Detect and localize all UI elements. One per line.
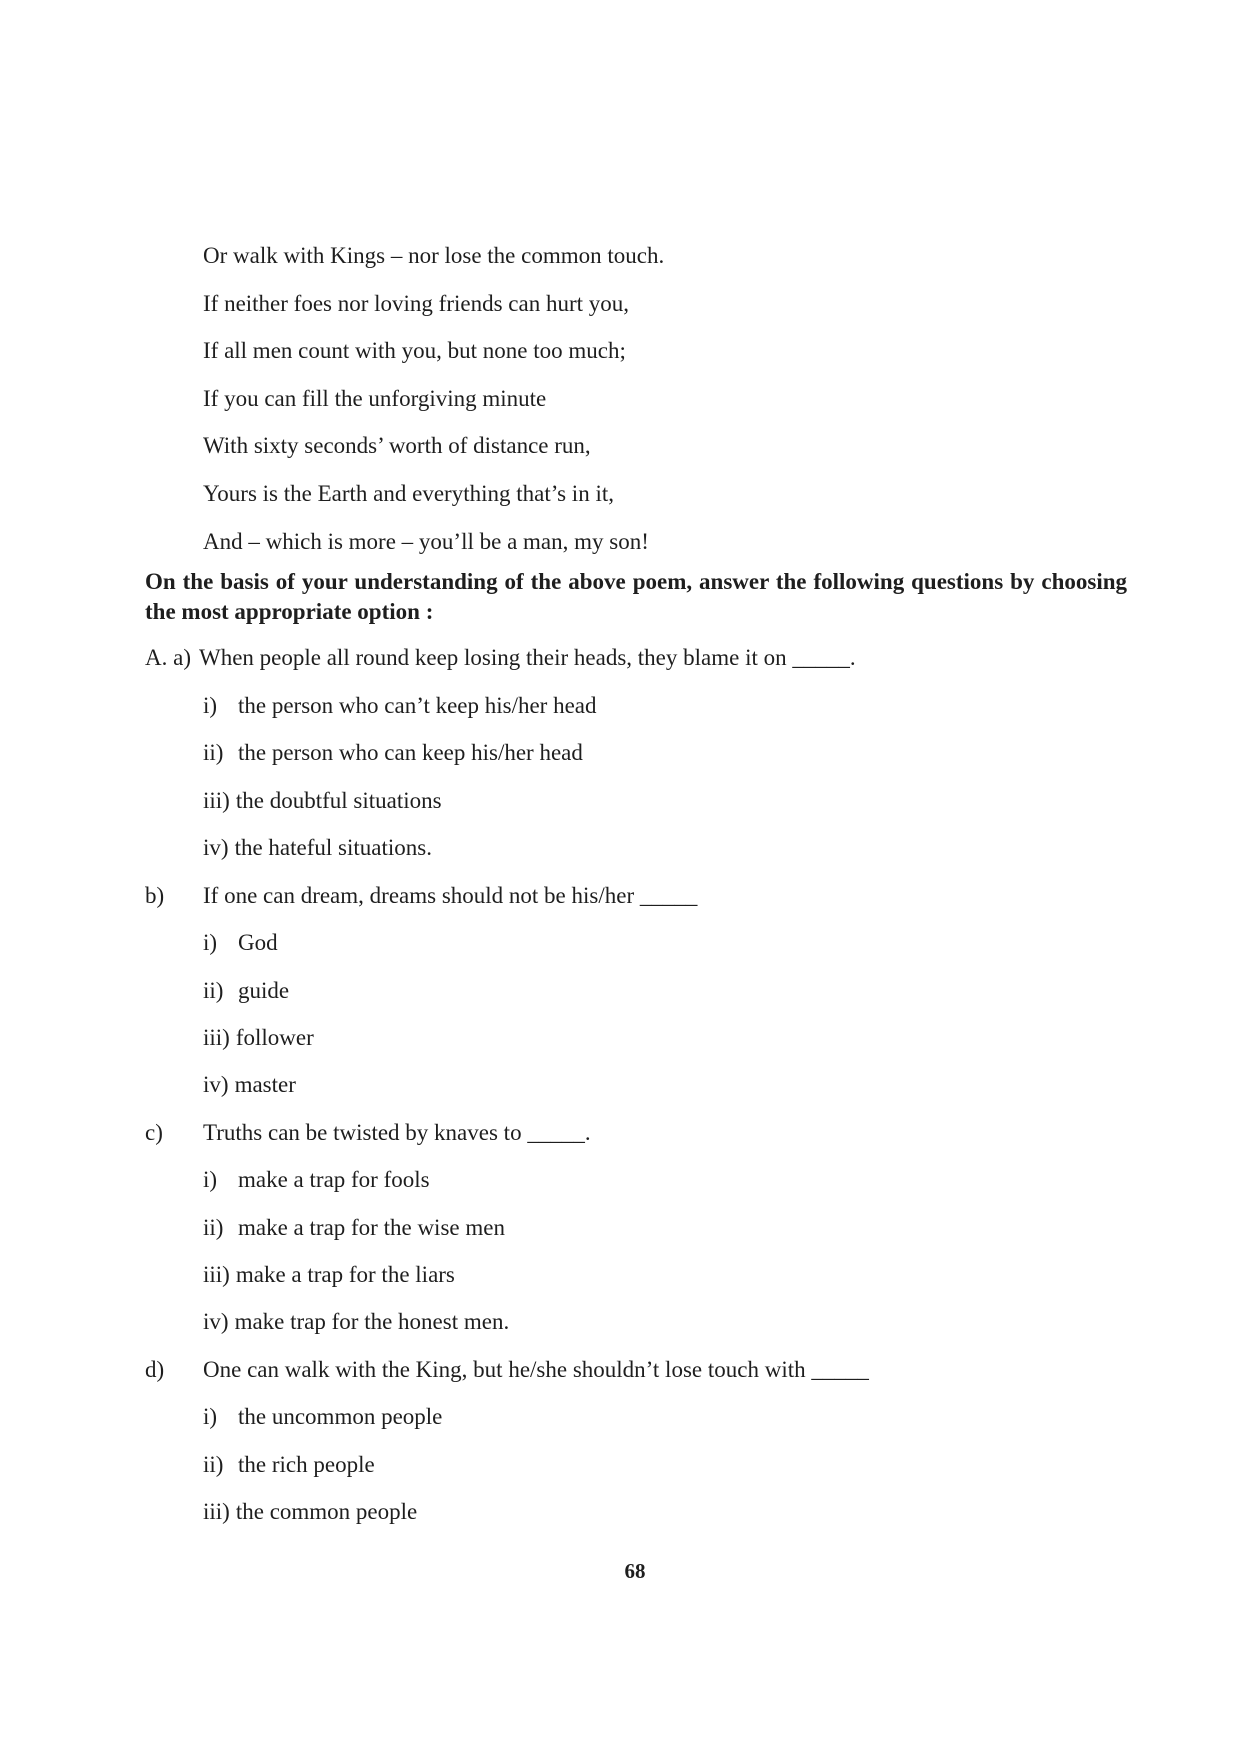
option-number: iii) (203, 788, 230, 813)
poem-line: If neither foes nor loving friends can hurt you, (203, 290, 630, 316)
option-text: God (238, 930, 278, 955)
option-item (203, 1402, 442, 1432)
option-item (203, 1023, 314, 1053)
option-text: the person who can keep his/her head (238, 740, 583, 765)
option-number: ii) (203, 1215, 224, 1240)
option-text: master (234, 1072, 296, 1097)
question-text: When people all round keep losing their heads, they blame it on _____. (199, 645, 856, 670)
option-number: ii) (203, 1452, 224, 1477)
option-item (203, 1497, 417, 1527)
option-number: i) (203, 930, 218, 955)
option-number: ii) (203, 740, 224, 765)
option-text: the person who can’t keep his/her head (238, 693, 597, 718)
option-text: the hateful situations. (234, 835, 432, 860)
option-item (203, 786, 442, 816)
option-number: iii) (203, 1262, 230, 1287)
option-number: iv) (203, 835, 229, 860)
option-number: i) (203, 1404, 218, 1429)
page-number: 68 (624, 1559, 646, 1583)
option-text: the rich people (238, 1452, 375, 1477)
poem-line: Yours is the Earth and everything that’s in it, (203, 480, 614, 506)
poem-line: If all men count with you, but none too much; (203, 338, 626, 364)
option-item (203, 833, 432, 863)
option-item (203, 1213, 505, 1243)
option-text: make a trap for the wise men (238, 1215, 505, 1240)
poem-line: With sixty seconds’ worth of distance run, (203, 433, 591, 459)
question-label: b) (145, 883, 165, 908)
poem-line: If you can fill the unforgiving minute (203, 385, 547, 411)
option-text: make trap for the honest men. (234, 1309, 510, 1334)
option-number: iv) (203, 1309, 229, 1334)
option-number: iii) (203, 1025, 230, 1050)
option-item (203, 976, 289, 1006)
option-item (203, 691, 597, 721)
question-label: c) (145, 1120, 163, 1145)
question-label: d) (145, 1357, 165, 1382)
option-text: make a trap for fools (238, 1167, 430, 1192)
option-item (203, 1260, 455, 1290)
poem-stanza (203, 232, 1103, 565)
option-number: iv) (203, 1072, 229, 1097)
option-text: the doubtful situations (235, 788, 442, 813)
option-text: the common people (235, 1499, 418, 1524)
question-text: If one can dream, dreams should not be his/her _____ (203, 883, 698, 908)
poem-line: Or walk with Kings – nor lose the common touch. (203, 243, 665, 268)
option-number: iii) (203, 1499, 230, 1524)
option-text: the uncommon people (238, 1404, 443, 1429)
option-item (203, 738, 583, 768)
option-item (203, 1307, 509, 1337)
option-number: ii) (203, 978, 224, 1003)
question-label: A. a) (145, 645, 191, 670)
option-item (203, 1450, 375, 1480)
poem-line: And – which is more – you’ll be a man, my son! (203, 528, 649, 554)
option-number: i) (203, 693, 218, 718)
question-instruction: On the basis of your understanding of the above poem, answer the following questions by choosing the most appropriate option : (145, 569, 1127, 624)
option-text: make a trap for the liars (235, 1262, 455, 1287)
option-item (203, 928, 278, 958)
option-text: guide (238, 978, 290, 1003)
option-item (203, 1165, 430, 1195)
option-item (203, 1070, 296, 1100)
question-text: One can walk with the King, but he/she shouldn’t lose touch with _____ (203, 1357, 869, 1382)
option-text: follower (235, 1025, 314, 1050)
question-text: Truths can be twisted by knaves to _____. (203, 1120, 591, 1145)
option-number: i) (203, 1167, 218, 1192)
